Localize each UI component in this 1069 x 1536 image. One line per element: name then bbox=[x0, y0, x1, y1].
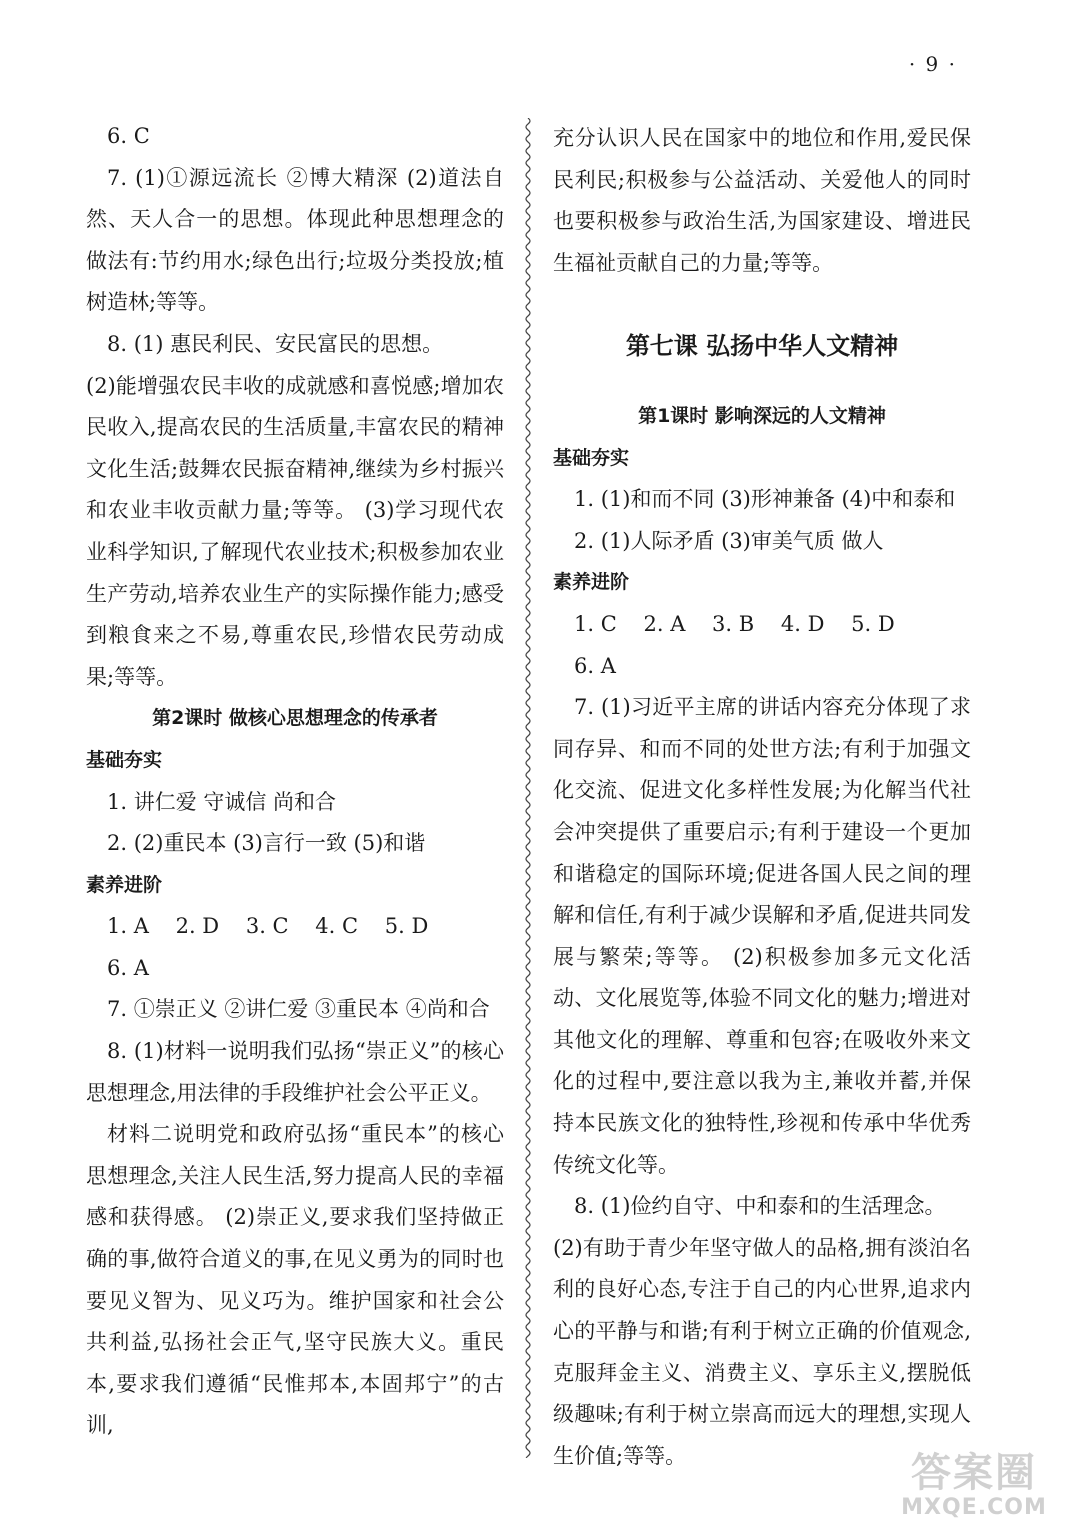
left-column bbox=[86, 116, 504, 1447]
lesson-2-title: 第2课时 做核心思想理念的传承者 bbox=[152, 707, 438, 730]
section-advanced: 素养进阶 bbox=[86, 873, 163, 896]
advanced-answer-6-right: 6. A bbox=[574, 653, 616, 678]
basic-answer-1: 1. 讲仁爱 守诚信 尚和合 bbox=[107, 789, 337, 814]
page-number: · 9 · bbox=[908, 52, 957, 76]
watermark-url: MXQE.COM bbox=[901, 1495, 1047, 1520]
advanced-answer-8-part1-right: 8. (1)俭约自守、中和泰和的生活理念。 bbox=[574, 1194, 946, 1219]
advanced-answer-8-part2-right: (2)有助于青少年坚守做人的品格,拥有淡泊名利的良好心态,专注于自己的内心世界,追求内心的平静与和谐;有利于树立正确的价值观念,克服拜金主义、消费主义、享乐主义,摆脱低级趣味;有利于树立崇高而远大的理想,实现人生价值;等等。 bbox=[553, 1235, 971, 1468]
advanced-answer-7-right: 7. (1)习近平主席的讲话内容充分体现了求同存异、和而不同的处世方法;有利于加强文化交流、促进文化多样性发展;为化解当代社会冲突提供了重要启示;有利于建设一个更加和谐稳定的国际环境;促进各国人民之间的理解和信任,有利于减少误解和矛盾,促进共同发展与繁荣;等等。 (2)积极参加多元文化活动、文化展览等,体验不同文化的魅力;增进对其他文化的理解、尊重和包容;在吸收外来文化的过程中,要注意以我为主,兼收并蓄,并保持本民族文化的独特性,珍视和传承中华优秀传统文化等。 bbox=[553, 695, 971, 1177]
basic-answer-2-right: 2. (1)人际矛盾 (3)审美气质 做人 bbox=[574, 528, 884, 553]
answer-6: 6. C bbox=[107, 124, 150, 148]
basic-answer-2: 2. (2)重民本 (3)言行一致 (5)和谐 bbox=[107, 831, 426, 856]
section-basic: 基础夯实 bbox=[86, 748, 163, 771]
answer-7: 7. (1)①源远流长 ②博大精深 (2)道法自然、天人合一的思想。体现此种思想理念的做法有:节约用水;绿色出行;垃圾分类投放;植树造林;等等。 bbox=[86, 165, 504, 315]
lesson-7-title: 第七课 弘扬中华人文精神 bbox=[625, 332, 899, 361]
right-column bbox=[553, 118, 971, 1477]
basic-answer-1-right: 1. (1)和而不同 (3)形神兼备 (4)中和泰和 bbox=[574, 487, 956, 512]
column-divider bbox=[521, 118, 535, 1458]
multiple-choice-row-right: 1. C 2. A 3. B 4. D 5. D bbox=[574, 611, 895, 636]
watermark-text: 答案圈 bbox=[911, 1450, 1037, 1496]
continued-answer: 充分认识人民在国家中的地位和作用,爱民保民利民;积极参与公益活动、关爱他人的同时也要积极参与政治生活,为国家建设、增进民生福祉贡献自己的力量;等等。 bbox=[553, 126, 971, 275]
watermark-logo bbox=[889, 1450, 1059, 1530]
section-basic-right: 基础夯实 bbox=[553, 446, 630, 469]
answer-8-part2: (2)能增强农民丰收的成就感和喜悦感;增加农民收入,提高农民的生活质量,丰富农民的精神文化生活;鼓舞农民振奋精神,继续为乡村振兴和农业丰收贡献力量;等等。 (3)学习现代农业科学知识,了解现代农业技术;积极参加农业生产劳动,培养农业生产的实际操作能力;感受到粮食来之不易,尊重农民,珍惜农民劳动成果;等等。 bbox=[86, 373, 504, 689]
multiple-choice-row: 1. A 2. D 3. C 4. C 5. D bbox=[107, 914, 429, 939]
lesson-1-title: 第1课时 影响深远的人文精神 bbox=[638, 404, 886, 427]
answer-8-part1: 8. (1) 惠民利民、安民富民的思想。 bbox=[107, 331, 444, 356]
advanced-answer-7: 7. ①崇正义 ②讲仁爱 ③重民本 ④尚和合 bbox=[107, 997, 490, 1022]
advanced-answer-8-part2: 材料二说明党和政府弘扬“重民本”的核心思想理念,关注人民生活,努力提高人民的幸福感和获得感。 (2)崇正义,要求我们坚持做正确的事,做符合道义的事,在见义勇为的同时也要见义智为、见义巧为。维护国家和社会公共利益,弘扬社会正气,坚守民族大义。重民本,要求我们遵循“民惟邦本,本固邦宁”的古训, bbox=[86, 1122, 504, 1438]
advanced-answer-8-part1: 8. (1)材料一说明我们弘扬“崇正义”的核心思想理念,用法律的手段维护社会公平正义。 bbox=[86, 1039, 504, 1105]
advanced-answer-6: 6. A bbox=[107, 955, 149, 980]
section-advanced-right: 素养进阶 bbox=[553, 571, 630, 594]
